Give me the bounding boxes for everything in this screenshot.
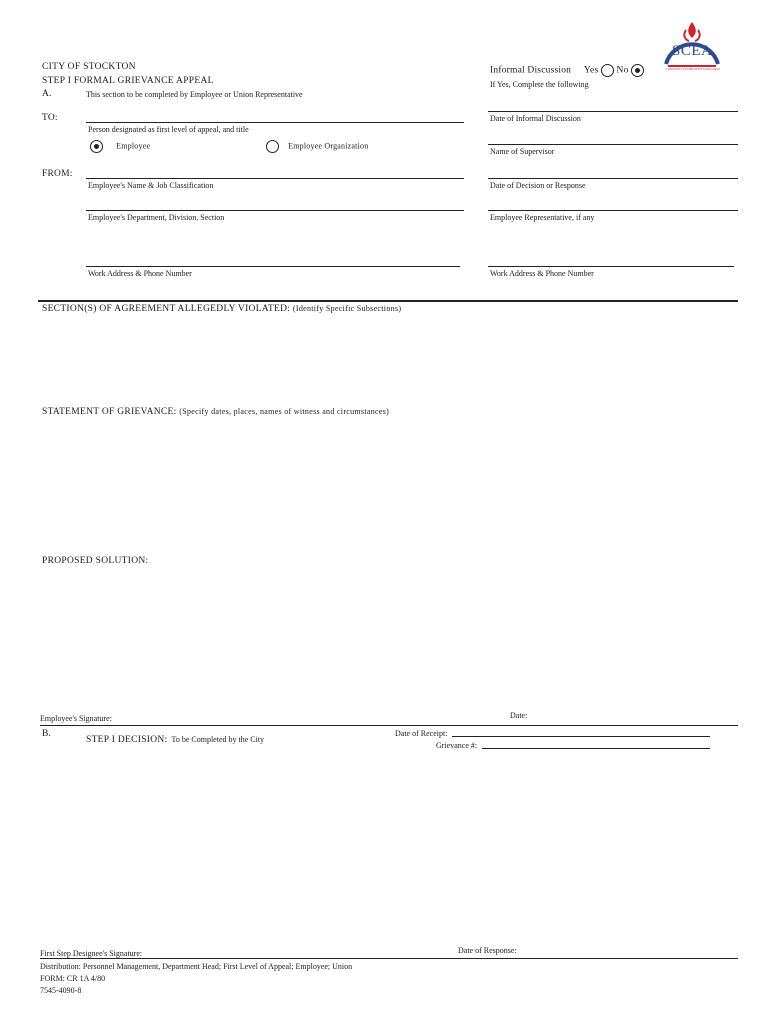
from-label: FROM: xyxy=(42,169,73,179)
proposed-solution-heading: PROPOSED SOLUTION: xyxy=(42,556,149,566)
from-work-caption: Work Address & Phone Number xyxy=(88,269,192,278)
employee-organization-radio[interactable] xyxy=(266,140,279,153)
date-receipt-label: Date of Receipt: xyxy=(395,729,448,738)
informal-no-label: No xyxy=(616,65,629,76)
date-receipt-line[interactable] xyxy=(452,736,710,737)
informal-yes-radio[interactable] xyxy=(601,64,614,77)
grievance-number-label: Grievance #: xyxy=(436,741,478,750)
violated-area[interactable] xyxy=(42,320,738,400)
informal-discussion-row xyxy=(490,64,644,77)
form-code: 7545-4090-8 xyxy=(40,986,82,995)
to-label: TO: xyxy=(42,113,58,123)
statement-label: STATEMENT OF GRIEVANCE: xyxy=(42,407,177,417)
violated-heading xyxy=(42,304,401,314)
step1-decision-area[interactable] xyxy=(42,760,738,940)
from-dept-line[interactable] xyxy=(86,210,464,211)
section-a-letter: A. xyxy=(42,89,52,99)
scea-logo xyxy=(660,16,724,72)
step1-decision-heading xyxy=(86,729,264,747)
from-work-line[interactable] xyxy=(86,266,460,267)
to-person-line[interactable] xyxy=(86,122,464,123)
statement-heading xyxy=(42,407,389,417)
to-person-caption: Person designated as first level of appeal, and title xyxy=(88,125,249,134)
supervisor-line[interactable] xyxy=(488,144,738,145)
section-b-letter: B. xyxy=(42,729,52,739)
supervisor-caption: Name of Supervisor xyxy=(490,147,555,156)
violated-label: SECTION(S) OF AGREEMENT ALLEGEDLY VIOLATED: xyxy=(42,304,291,314)
informal-note: If Yes, Complete the following xyxy=(490,80,589,89)
right-work-caption: Work Address & Phone Number xyxy=(490,269,594,278)
informal-yes-label: Yes xyxy=(583,65,599,76)
right-work-line[interactable] xyxy=(488,266,734,267)
scea-logo-text: SCEA xyxy=(672,43,713,59)
designee-signature-label: First Step Designee's Signature: xyxy=(40,949,143,958)
date-label: Date: xyxy=(510,711,528,720)
form-title: STEP I FORMAL GRIEVANCE APPEAL xyxy=(42,76,214,86)
from-name-line[interactable] xyxy=(86,178,464,179)
date-decision-caption: Date of Decision or Response xyxy=(490,181,586,190)
grievance-number-line[interactable] xyxy=(482,748,710,749)
scea-logo-tagline: STOCKTON CITY EMPLOYEES ASSOCIATION xyxy=(666,68,720,71)
form-number: FORM: CR 1A 4/80 xyxy=(40,974,106,983)
proposed-solution-area[interactable] xyxy=(42,572,738,707)
step1-decision-note: To be Completed by the City xyxy=(171,735,265,744)
from-name-caption: Employee's Name & Job Classification xyxy=(88,181,214,190)
date-informal-line[interactable] xyxy=(488,111,738,112)
date-response-label: Date of Response: xyxy=(458,946,517,955)
informal-discussion-label: Informal Discussion xyxy=(490,65,572,76)
employee-signature-label: Employee's Signature: xyxy=(40,714,112,723)
date-decision-line[interactable] xyxy=(488,178,738,179)
informal-no-radio[interactable] xyxy=(631,64,644,77)
signature-line[interactable] xyxy=(40,725,738,726)
to-org-option[interactable] xyxy=(266,140,368,153)
rep-caption: Employee Representative, if any xyxy=(490,213,595,222)
to-employee-option[interactable] xyxy=(90,140,150,153)
from-dept-caption: Employee's Department, Division, Section xyxy=(88,213,225,222)
date-informal-caption: Date of Informal Discussion xyxy=(490,114,581,123)
step1-decision-label: STEP I DECISION: xyxy=(86,735,168,745)
section-a-note: This section to be completed by Employee or Union Representative xyxy=(86,90,303,99)
employee-radio-label: Employee xyxy=(116,141,151,151)
distribution-text: Distribution: Personnel Management, Department Head; First Level of Appeal; Employee; Union xyxy=(40,962,353,971)
employee-radio[interactable] xyxy=(90,140,103,153)
employee-organization-radio-label: Employee Organization xyxy=(288,141,369,151)
statement-area[interactable] xyxy=(42,422,738,547)
designee-signature-line[interactable] xyxy=(40,958,738,959)
city-heading: CITY OF STOCKTON xyxy=(42,62,136,72)
section-divider xyxy=(38,300,738,302)
rep-line[interactable] xyxy=(488,210,738,211)
violated-note: (Identify Specific Subsections) xyxy=(292,304,402,313)
statement-note: (Specify dates, places, names of witness and circumstances) xyxy=(179,407,390,416)
